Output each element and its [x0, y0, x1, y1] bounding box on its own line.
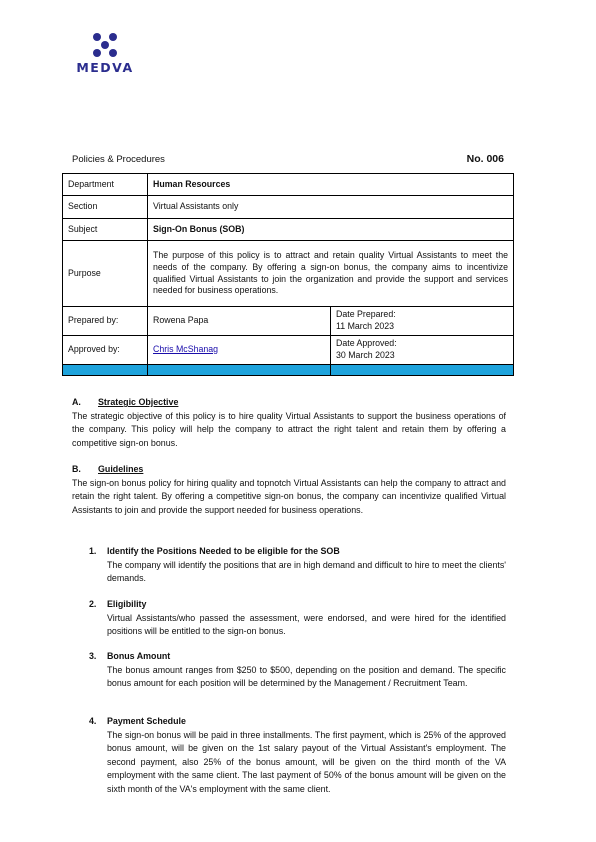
date-approved-label: Date Approved:: [336, 337, 397, 348]
section-paragraph: The sign-on bonus policy for hiring quality and topnotch Virtual Assistants can help the company to attract and retain the right talent. By offering a competitive sign-on bonus, the company can incentivize qualified Virtual Assistants to join and provide the support needed for business operations.: [72, 477, 506, 515]
section-value: Virtual Assistants only: [148, 196, 514, 219]
table-row: [63, 219, 514, 241]
date-prepared-cell: [331, 307, 514, 336]
item-number: 4.: [89, 716, 97, 726]
purpose-label: Purpose: [63, 241, 148, 307]
prepared-by-value: Rowena Papa: [148, 307, 331, 336]
date-prepared-value: 11 March 2023: [336, 320, 395, 331]
company-logo: [76, 32, 134, 75]
section-strategic-objective: [72, 396, 506, 450]
item-title: Bonus Amount: [107, 651, 171, 661]
section-guidelines: [72, 463, 506, 517]
item-number: 2.: [89, 599, 97, 609]
table-row: [63, 196, 514, 219]
item-number: 1.: [89, 546, 97, 556]
subject-value: Sign-On Bonus (SOB): [148, 219, 514, 241]
item-text: The company will identify the positions that are in high demand and difficult to hire to meet the clients' demands.: [107, 559, 506, 584]
purpose-value: The purpose of this policy is to attract and retain quality Virtual Assistants to meet the needs of the company. By offering a sign-on bonus, the company aims to incentivize qualified Virtual Assistants to join the organization and provide the support and services needed for business operations.: [148, 241, 514, 307]
document-category: Policies & Procedures: [72, 154, 165, 165]
approved-by-label: Approved by:: [63, 335, 148, 364]
section-title: Strategic Objective: [98, 397, 179, 407]
table-row: [63, 335, 514, 364]
subject-label: Subject: [63, 219, 148, 241]
date-prepared-label: Date Prepared:: [336, 309, 396, 319]
accent-cell: [63, 364, 148, 375]
section-paragraph: The strategic objective of this policy is to hire quality Virtual Assistants to support the business operations of the company. This policy will help the company to attract the right talent and retain them by offering a competitive sign-on bonus.: [72, 410, 506, 448]
section-label: Section: [63, 196, 148, 219]
item-title: Eligibility: [107, 599, 147, 609]
table-accent-row: [63, 364, 514, 375]
date-approved-cell: [331, 335, 514, 364]
department-label: Department: [63, 174, 148, 196]
guideline-item-positions: [89, 545, 506, 586]
department-value: Human Resources: [148, 174, 514, 196]
section-letter: A.: [72, 397, 81, 407]
section-heading: [72, 396, 506, 410]
table-row: [63, 241, 514, 307]
date-approved-value: 30 March 2023: [336, 349, 395, 360]
item-title: Payment Schedule: [107, 716, 186, 726]
policy-number: No. 006: [466, 153, 504, 165]
accent-cell: [331, 364, 514, 375]
prepared-by-label: Prepared by:: [63, 307, 148, 336]
policy-info-table: [62, 173, 514, 376]
table-row: [63, 174, 514, 196]
item-text: Virtual Assistants/who passed the assessment, were endorsed, and were hired for the identified positions will be entitled to the sign-on bonus.: [107, 612, 506, 637]
accent-cell: [148, 364, 331, 375]
section-letter: B.: [72, 464, 81, 474]
item-text: The sign-on bonus will be paid in three installments. The first payment, which is 25% of the approved bonus amount, will be given on the 1st salary payout of the Virtual Assistant's employment. The second payment, also 25% of the bonus amount, will be given on the third month of the VA employment with the same client. The last payment of 50% of the bonus amount will be given on the sixth month of the VA's employment with the same client.: [107, 729, 506, 794]
approved-by-cell: [148, 335, 331, 364]
guideline-item-eligibility: [89, 598, 506, 639]
guideline-item-payment-schedule: [89, 715, 506, 797]
logo-wordmark: MEDVA: [76, 60, 134, 75]
item-title: Identify the Positions Needed to be eligible for the SOB: [107, 546, 340, 556]
medva-logo-icon: [92, 32, 118, 58]
item-text: The bonus amount ranges from $250 to $500, depending on the position and demand. The specific bonus amount for each position will be determined by the Management / Recruitment Team.: [107, 664, 506, 689]
section-title: Guidelines: [98, 464, 144, 474]
guideline-item-bonus-amount: [89, 650, 506, 691]
section-heading: [72, 463, 506, 477]
approved-by-link[interactable]: Chris McShanag: [153, 343, 219, 354]
table-row: [63, 307, 514, 336]
item-number: 3.: [89, 651, 97, 661]
